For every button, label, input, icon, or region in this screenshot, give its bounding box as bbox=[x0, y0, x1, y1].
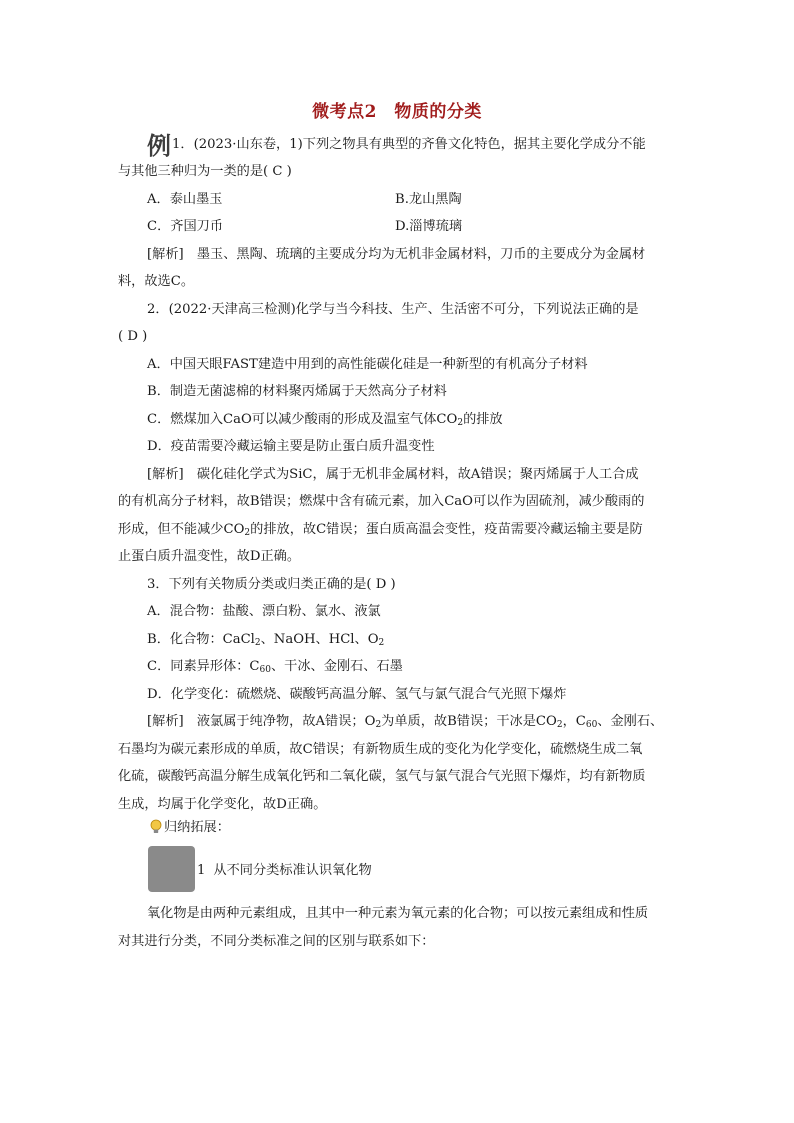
q2-analysis-line3: 形成，但不能减少$CO_2$的排放，故C错误；蛋白质高温会变性，疫苗需要冷藏运输主要是防 bbox=[118, 522, 643, 538]
section-marker-box bbox=[148, 846, 195, 892]
q2-option-c: C．燃煤加入CaO可以减少酸雨的形成及温室气体$CO_2$的排放 bbox=[147, 412, 503, 428]
example-mark: 例 bbox=[147, 132, 171, 160]
q3-stem: 3．下列有关物质分类或归类正确的是( D ) bbox=[147, 577, 396, 592]
lightbulb-icon bbox=[150, 819, 162, 835]
q1-analysis-line2: 料，故选C。 bbox=[118, 274, 195, 289]
q2-analysis-line1: [解析] 碳化硅化学式为SiC，属于无机非金属材料，故A错误；聚丙烯属于人工合成 bbox=[147, 467, 639, 482]
q3-analysis-line4: 生成，均属于化学变化，故D正确。 bbox=[118, 797, 327, 812]
summary-label: 归纳拓展： bbox=[164, 820, 230, 835]
q2-option-b: B．制造无菌滤棉的材料聚丙烯属于天然高分子材料 bbox=[147, 384, 447, 399]
body-paragraph-line2: 对其进行分类，不同分类标准之间的区别与联系如下： bbox=[118, 934, 435, 949]
q2-stem-line1: 2．(2022·天津高三检测)化学与当今科技、生产、生活密不可分，下列说法正确的是 bbox=[147, 302, 639, 317]
q2-analysis-line4: 止蛋白质升温变性，故D正确。 bbox=[118, 549, 301, 564]
q3-analysis-line3: 化硫，碳酸钙高温分解生成氧化钙和二氧化碳，氢气与氯气混合气光照下爆炸，均有新物质 bbox=[118, 769, 646, 784]
section1-heading bbox=[197, 862, 372, 880]
section1-title: 从不同分类标准认识氧化物 bbox=[213, 863, 372, 878]
q3-analysis-line2: 石墨均为碳元素形成的单质，故C错误；有新物质生成的变化为化学变化，硫燃烧生成二氧 bbox=[118, 742, 643, 757]
body-paragraph-line1: 氧化物是由两种元素组成，且其中一种元素为氧元素的化合物；可以按元素组成和性质 bbox=[147, 906, 649, 921]
q1-stem-line1: 1．(2023·山东卷，1)下列之物具有典型的齐鲁文化特色，据其主要化学成分不能 bbox=[172, 137, 646, 152]
q3-analysis-line1: [解析] 液氯属于纯净物，故A错误；$O_2$为单质，故B错误；干冰是$CO_2$，$C_{60}$、金刚石、 bbox=[147, 714, 664, 730]
q2-option-d: D．疫苗需要冷藏运输主要是防止蛋白质升温变性 bbox=[147, 439, 435, 454]
q3-option-c: C．同素异形体：$C_{60}$、干冰、金刚石、石墨 bbox=[147, 659, 403, 675]
q2-analysis-line2: 的有机高分子材料，故B错误；燃煤中含有硫元素，加入CaO可以作为固硫剂，减少酸雨的 bbox=[118, 494, 645, 509]
section1-number: 1 bbox=[197, 863, 206, 878]
q1-option-b: B.龙山黑陶 bbox=[395, 192, 462, 207]
q2-stem-line2: ( D ) bbox=[118, 329, 148, 344]
q1-option-d: D.淄博琉璃 bbox=[395, 219, 463, 234]
q1-analysis-line1: [解析] 墨玉、黑陶、琉璃的主要成分均为无机非金属材料，刀币的主要成分为金属材 bbox=[147, 247, 646, 262]
q1-option-c: C．齐国刀币 bbox=[147, 219, 224, 234]
q3-option-a: A．混合物：盐酸、漂白粉、氯水、液氯 bbox=[147, 604, 381, 619]
page-title: 微考点2 物质的分类 bbox=[312, 102, 482, 122]
q1-option-a: A．泰山墨玉 bbox=[147, 192, 223, 207]
q3-option-b: B．化合物：CaCl$_2$、NaOH、HCl、$O_2$ bbox=[147, 632, 385, 648]
q3-option-d: D．化学变化：硫燃烧、碳酸钙高温分解、氢气与氯气混合气光照下爆炸 bbox=[147, 687, 567, 702]
q1-stem-line2: 与其他三种归为一类的是( C ) bbox=[118, 164, 292, 179]
q2-option-a: A．中国天眼FAST建造中用到的高性能碳化硅是一种新型的有机高分子材料 bbox=[147, 357, 588, 372]
